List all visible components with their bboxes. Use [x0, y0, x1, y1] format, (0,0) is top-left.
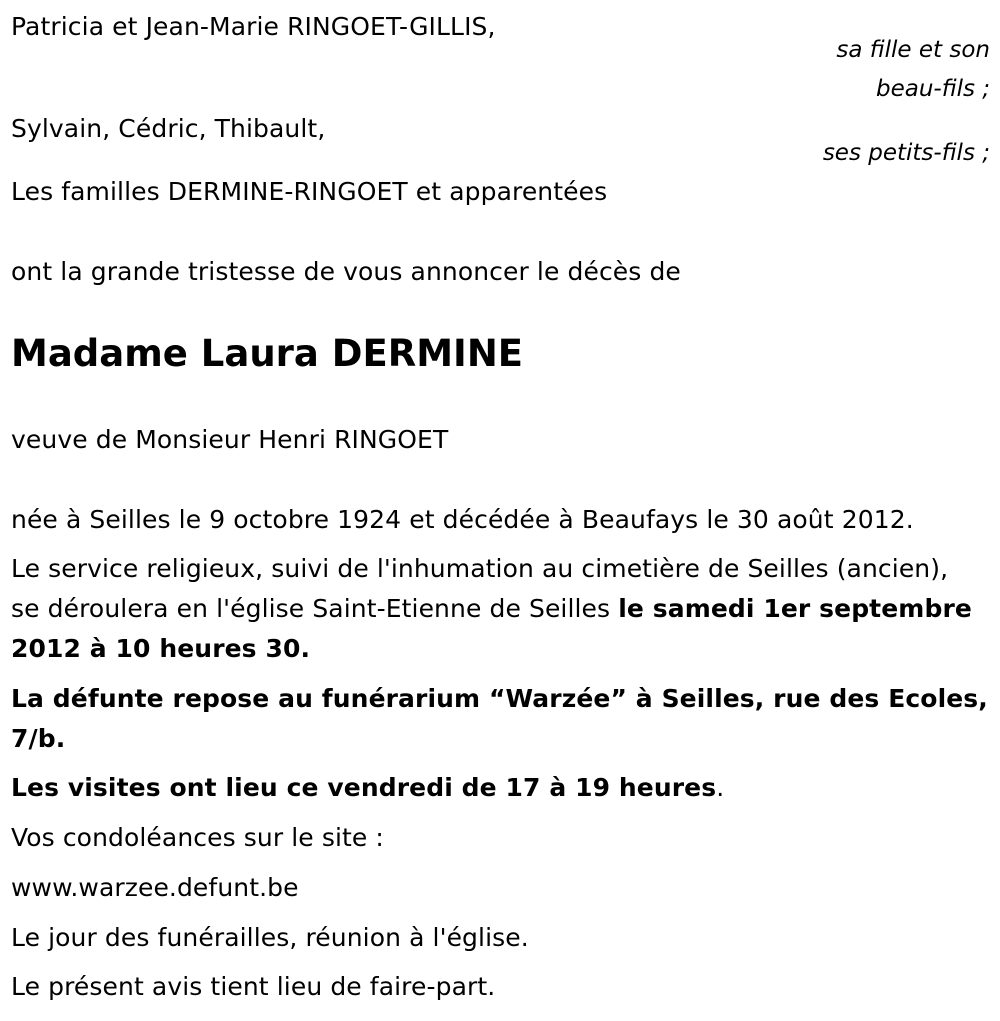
relation-daughter-1: sa fille et son [836, 37, 990, 63]
service-line-3: 2012 à 10 heures 30. [11, 634, 311, 663]
condolences-url: www.warzee.defunt.be [11, 873, 299, 902]
condolences-label: Vos condoléances sur le site : [11, 823, 384, 852]
birth-death-text: née à Seilles le 9 octobre 1924 et décédée à Beaufays le 30 août 2012. [11, 505, 914, 534]
family-line-3: Les familles DERMINE-RINGOET et apparentées [11, 177, 608, 206]
funerarium-line-1: La défunte repose au funérarium “Warzée” à Seilles, rue des Ecoles, [11, 684, 988, 713]
widow-of-text: veuve de Monsieur Henri RINGOET [11, 425, 449, 454]
family-line-2: Sylvain, Cédric, Thibault, [11, 114, 326, 143]
service-date-text: le samedi 1er septembre [618, 594, 972, 623]
service-church-text: se déroulera en l'église Saint-Etienne de Seilles [11, 594, 619, 623]
visits-text: Les visites ont lieu ce vendredi de 17 à 19 heures [11, 773, 717, 802]
service-line-2 [11, 594, 972, 624]
relation-daughter-2: beau-fils ; [875, 76, 990, 102]
deceased-name: Madame Laura DERMINE [11, 332, 524, 375]
meeting-text: Le jour des funérailles, réunion à l'église. [11, 923, 529, 952]
visits-line [11, 773, 724, 803]
notice-text: Le présent avis tient lieu de faire-part. [11, 972, 496, 1001]
funerarium-line-2: 7/b. [11, 724, 66, 753]
service-line-1: Le service religieux, suivi de l'inhumation au cimetière de Seilles (ancien), [11, 554, 949, 583]
announcement-text: ont la grande tristesse de vous annoncer le décès de [11, 257, 681, 286]
family-line-1: Patricia et Jean-Marie RINGOET-GILLIS, [11, 12, 496, 41]
relation-grandsons: ses petits-fils ; [822, 140, 990, 166]
visits-period: . [716, 773, 725, 802]
